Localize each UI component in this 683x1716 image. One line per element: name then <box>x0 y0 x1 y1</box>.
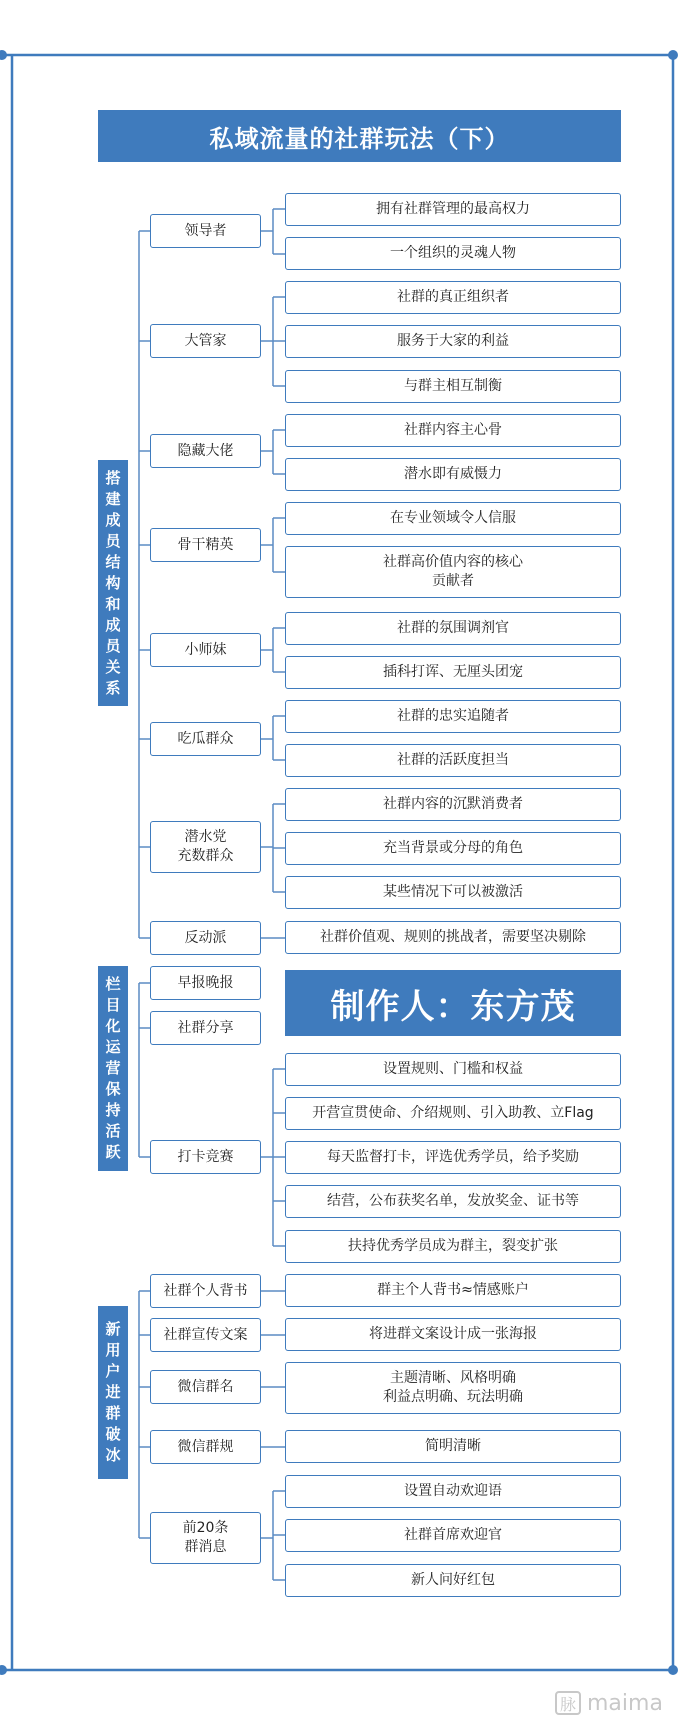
leaf-onlookers-1: 社群的忠实追随者 <box>285 700 621 733</box>
connector-line <box>261 430 285 474</box>
category-steward: 大管家 <box>150 324 261 358</box>
watermark-text: maima <box>587 1690 663 1716</box>
leaf-steward-3: 与群主相互制衡 <box>285 370 621 403</box>
category-hidden-boss: 隐藏大佬 <box>150 434 261 468</box>
connector-line <box>261 628 285 672</box>
category-onlookers: 吃瓜群众 <box>150 722 261 756</box>
leaf-onlookers-2: 社群的活跃度担当 <box>285 744 621 777</box>
category-promo-copy: 社群宣传文案 <box>150 1318 261 1352</box>
leaf-first-20-3: 新人问好红包 <box>285 1564 621 1597</box>
category-dissenters: 反动派 <box>150 921 261 955</box>
leaf-core-elite-2: 社群高价值内容的核心 贡献者 <box>285 546 621 598</box>
category-check-in-contest: 打卡竞赛 <box>150 1140 261 1174</box>
section-label-structure: 搭 建 成 员 结 构 和 成 员 关 系 <box>98 460 128 706</box>
leaf-check-in-4: 结营，公布获奖名单，发放奖金、证书等 <box>285 1185 621 1218</box>
page-title: 私域流量的社群玩法（下） <box>98 110 621 162</box>
category-personal-endorsement: 社群个人背书 <box>150 1274 261 1308</box>
category-lurkers: 潜水党 充数群众 <box>150 821 261 873</box>
leaf-leader-2: 一个组织的灵魂人物 <box>285 237 621 270</box>
category-core-elite: 骨干精英 <box>150 528 261 562</box>
leaf-promo-copy-1: 将进群文案设计成一张海报 <box>285 1318 621 1351</box>
leaf-hidden-boss-1: 社群内容主心骨 <box>285 414 621 447</box>
watermark <box>555 1690 683 1716</box>
connector-line <box>139 983 150 1157</box>
maimai-logo-icon: 脉 <box>555 1691 581 1715</box>
section-label-onboarding: 新 用 户 进 群 破 冰 <box>98 1306 128 1479</box>
connector-line <box>261 518 285 572</box>
connector-line <box>261 1069 285 1246</box>
leaf-group-rules-1: 简明清晰 <box>285 1430 621 1463</box>
connector-line <box>139 1291 150 1538</box>
leaf-leader-1: 拥有社群管理的最高权力 <box>285 193 621 226</box>
leaf-check-in-3: 每天监督打卡，评选优秀学员，给予奖励 <box>285 1141 621 1174</box>
connector-line <box>261 804 285 892</box>
leaf-lurkers-2: 充当背景或分母的角色 <box>285 832 621 865</box>
connector-line <box>261 209 285 254</box>
category-group-name: 微信群名 <box>150 1370 261 1404</box>
leaf-check-in-1: 设置规则、门槛和权益 <box>285 1053 621 1086</box>
leaf-hidden-boss-2: 潜水即有威慑力 <box>285 458 621 491</box>
leaf-steward-2: 服务于大家的利益 <box>285 325 621 358</box>
category-community-sharing: 社群分享 <box>150 1011 261 1045</box>
connector-line <box>261 1491 285 1580</box>
leaf-first-20-1: 设置自动欢迎语 <box>285 1475 621 1508</box>
category-group-rules: 微信群规 <box>150 1430 261 1464</box>
leaf-dissenters-1: 社群价值观、规则的挑战者，需要坚决剔除 <box>285 921 621 954</box>
connector-line <box>261 716 285 760</box>
leaf-little-sister-1: 社群的氛围调剂官 <box>285 612 621 645</box>
category-first-20-messages: 前20条 群消息 <box>150 1512 261 1564</box>
leaf-little-sister-2: 插科打诨、无厘头团宠 <box>285 656 621 689</box>
leaf-core-elite-1: 在专业领域令人信服 <box>285 502 621 535</box>
leaf-first-20-2: 社群首席欢迎官 <box>285 1519 621 1552</box>
connector-line <box>261 297 285 386</box>
leaf-check-in-2: 开营宣贯使命、介绍规则、引入助教、立Flag <box>285 1097 621 1130</box>
section-label-columns: 栏 目 化 运 营 保 持 活 跃 <box>98 966 128 1171</box>
category-morning-evening-news: 早报晚报 <box>150 966 261 1000</box>
leaf-check-in-5: 扶持优秀学员成为群主，裂变扩张 <box>285 1230 621 1263</box>
category-little-sister: 小师妹 <box>150 633 261 667</box>
leaf-lurkers-3: 某些情况下可以被激活 <box>285 876 621 909</box>
category-leader: 领导者 <box>150 214 261 248</box>
maker-banner: 制作人：东方茂 <box>285 970 621 1036</box>
leaf-steward-1: 社群的真正组织者 <box>285 281 621 314</box>
leaf-personal-endorsement-1: 群主个人背书≈情感账户 <box>285 1274 621 1307</box>
leaf-group-name-1: 主题清晰、风格明确 利益点明确、玩法明确 <box>285 1362 621 1414</box>
leaf-lurkers-1: 社群内容的沉默消费者 <box>285 788 621 821</box>
